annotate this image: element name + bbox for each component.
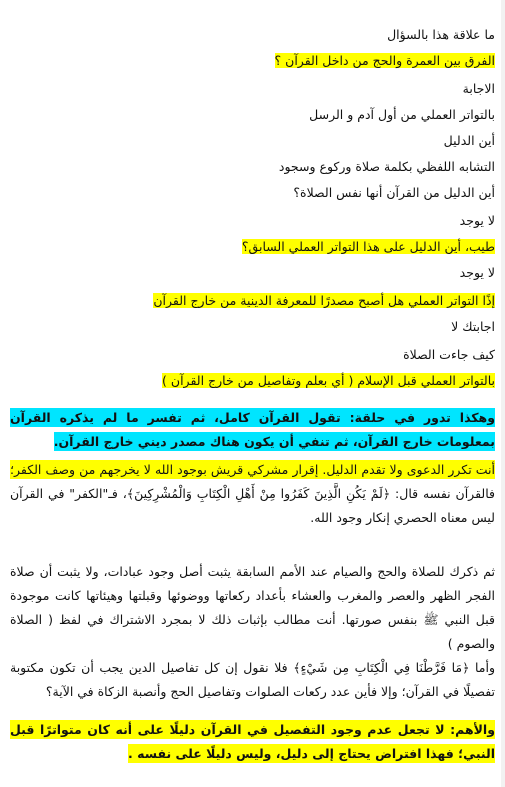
- text-line: أين الدليل: [443, 133, 495, 148]
- text-line: بالتواتر العملي من أول آدم و الرسل: [309, 107, 495, 122]
- text-line: [242, 238, 495, 256]
- highlighted-question: إذًا التواتر العملي هل أصبح مصدرًا للمعرفة الدينية من خارج القرآن: [153, 293, 495, 308]
- page-edge: [501, 0, 505, 787]
- highlighted-sentence: أنت تكرر الدعوى ولا تقدم الدليل. إقرار مشركي قريش بوجود الله لا يخرجهم من وصف الكفر؛: [10, 462, 495, 477]
- paragraph-worship: ثم ذكرك للصلاة والحج والصيام عند الأمم السابقة يثبت أصل وجود عبادات، ولا يثبت أن صلاة الفجر الظهر والعصر والمغرب والعشاء بأعداد ركعاتها ووضوئها وقبلتها وهيئاتها كانت موجودة قبل النبي ﷺ بنفس صورتها. أنت مطالب بإثبات ذلك لا بمجرد الاشتراك في لفظ ( الصلاة والصوم ): [10, 564, 495, 651]
- text-line: كيف جاءت الصلاة: [403, 347, 495, 362]
- text-line: اجابتك لا: [451, 319, 495, 334]
- text-line: أين الدليل من القرآن أنها نفس الصلاة؟: [293, 185, 495, 200]
- highlighted-paragraph: وهكذا تدور في حلقة: تقول القرآن كامل، ثم تفسر ما لم يذكره القرآن بمعلومات خارج القرآن، ثم تنفي أن يكون هناك مصدر ديني خارج القرآن.: [10, 410, 495, 449]
- text-line: [275, 52, 495, 70]
- paragraph-text: فالقرآن نفسه قال: ﴿لَمْ يَكُنِ الَّذِينَ كَفَرُوا مِنْ أَهْلِ الْكِتَابِ وَالْمُشْرِكِينَ﴾، فـ"الكفر" في القرآن ليس معناه الحصري إنكار وجود الله.: [10, 486, 495, 525]
- paragraph-important: [10, 718, 495, 766]
- text-line: [153, 292, 495, 310]
- paragraph-verse: وأما ﴿مَا فَرَّطْنَا فِي الْكِتَابِ مِن شَيْءٍ﴾ فلا نقول إن كل تفاصيل الدين يجب أن تكون مكتوبة تفصيلًا في القرآن؛ وإلا فأين عدد ركعات الصلوات وتفاصيل الحج وأنصبة الزكاة في الآية؟: [10, 660, 495, 699]
- highlighted-question: الفرق بين العمرة والحج من داخل القرآن ؟: [274, 53, 495, 68]
- text-line: لا يوجد: [459, 265, 495, 280]
- paragraph-evidence: [10, 458, 495, 530]
- text-line: لا يوجد: [459, 213, 495, 228]
- text-line: ما علاقة هذا بالسؤال: [387, 27, 495, 42]
- highlighted-paragraph: والأهم: لا تجعل عدم وجود التفصيل في القرآن دليلًا على أنه كان متواترًا قبل النبي؛ فهذا افتراض يحتاج إلى دليل، وليس دليلًا على نفسه .: [10, 722, 495, 761]
- text-line: [162, 372, 495, 390]
- highlighted-statement: بالتواتر العملي قبل الإسلام ( أي بعلم وتفاصيل من خارج القرآن ): [162, 373, 495, 388]
- text-line: التشابه اللفظي بكلمة صلاة وركوع وسجود: [278, 159, 495, 174]
- highlighted-question: طيب، أين الدليل على هذا التواتر العملي السابق؟: [241, 239, 495, 254]
- text-line: الاجابة: [462, 81, 495, 96]
- paragraph-cycle: [10, 406, 495, 454]
